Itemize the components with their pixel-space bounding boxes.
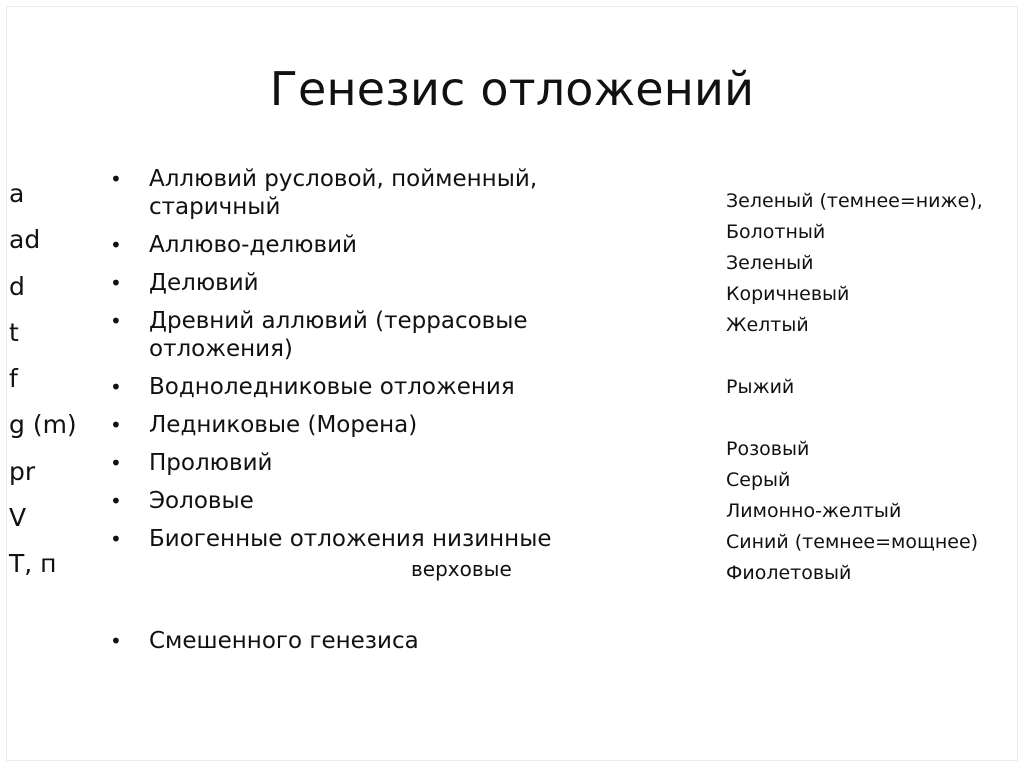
bullet-item xyxy=(110,231,630,259)
color-item: Лимонно-желтый xyxy=(726,500,902,522)
genesis-bullet-list xyxy=(110,165,630,655)
bullet-text: Древний аллювий (террасовые отложения) xyxy=(149,308,528,362)
bullet-item xyxy=(110,487,630,515)
bullet-item xyxy=(110,449,630,477)
genesis-codes-list xyxy=(9,171,77,588)
bullet-marker: • xyxy=(110,167,122,191)
genesis-code: V xyxy=(9,503,27,533)
bullet-item xyxy=(110,627,630,655)
bullet-marker: • xyxy=(110,375,122,399)
bullet-item xyxy=(110,307,630,363)
genesis-code: f xyxy=(9,364,18,394)
color-item xyxy=(726,403,983,434)
genesis-code: a xyxy=(9,179,25,208)
color-item: Розовый xyxy=(726,438,810,460)
color-item: Коричневый xyxy=(726,283,850,305)
bullet-marker: • xyxy=(110,451,122,475)
bullet-item xyxy=(110,373,630,401)
bullet-marker: • xyxy=(110,527,122,551)
slide-title: Генезис отложений xyxy=(269,62,755,116)
bullet-text: Смешенного генезиса xyxy=(149,628,419,654)
bullet-text: Делювий xyxy=(149,270,259,296)
color-item: Серый xyxy=(726,469,791,491)
bullet-marker: • xyxy=(110,413,122,437)
genesis-code: T, п xyxy=(9,549,57,579)
bullet-subtext: верховые xyxy=(411,557,512,581)
bullet-marker: • xyxy=(110,309,122,333)
bullet-text: Ледниковые (Морена) xyxy=(149,412,418,438)
map-color-list xyxy=(726,186,983,589)
color-item xyxy=(726,341,983,372)
bullet-text: Водноледниковые отложения xyxy=(149,374,515,400)
bullet-item xyxy=(110,269,630,297)
genesis-code: g (m) xyxy=(9,410,77,440)
bullet-text: Аллюво-делювий xyxy=(149,232,357,258)
genesis-code: d xyxy=(9,271,25,301)
bullet-item xyxy=(110,525,630,585)
bullet-text: Пролювий xyxy=(149,450,273,476)
genesis-code: ad xyxy=(9,225,41,255)
color-item: Зеленый xyxy=(726,252,814,274)
color-item: Рыжий xyxy=(726,376,795,398)
bullet-text: Биогенные отложения низинные xyxy=(149,526,552,552)
genesis-code: t xyxy=(9,317,19,347)
color-item: Синий (темнее=мощнее) xyxy=(726,531,979,553)
bullet-item xyxy=(110,411,630,439)
bullet-marker: • xyxy=(110,629,122,653)
color-item: Зеленый (темнее=ниже), xyxy=(726,190,983,212)
color-item: Желтый xyxy=(726,314,809,336)
genesis-code: pr xyxy=(9,456,36,486)
bullet-text: Эоловые xyxy=(149,488,254,514)
bullet-marker: • xyxy=(110,271,122,295)
bullet-text: Аллювий русловой, пойменный, старичный xyxy=(149,166,538,220)
color-item: Фиолетовый xyxy=(726,562,852,584)
bullet-item xyxy=(110,165,630,221)
bullet-marker: • xyxy=(110,489,122,513)
color-item: Болотный xyxy=(726,221,826,243)
bullet-marker: • xyxy=(110,233,122,257)
